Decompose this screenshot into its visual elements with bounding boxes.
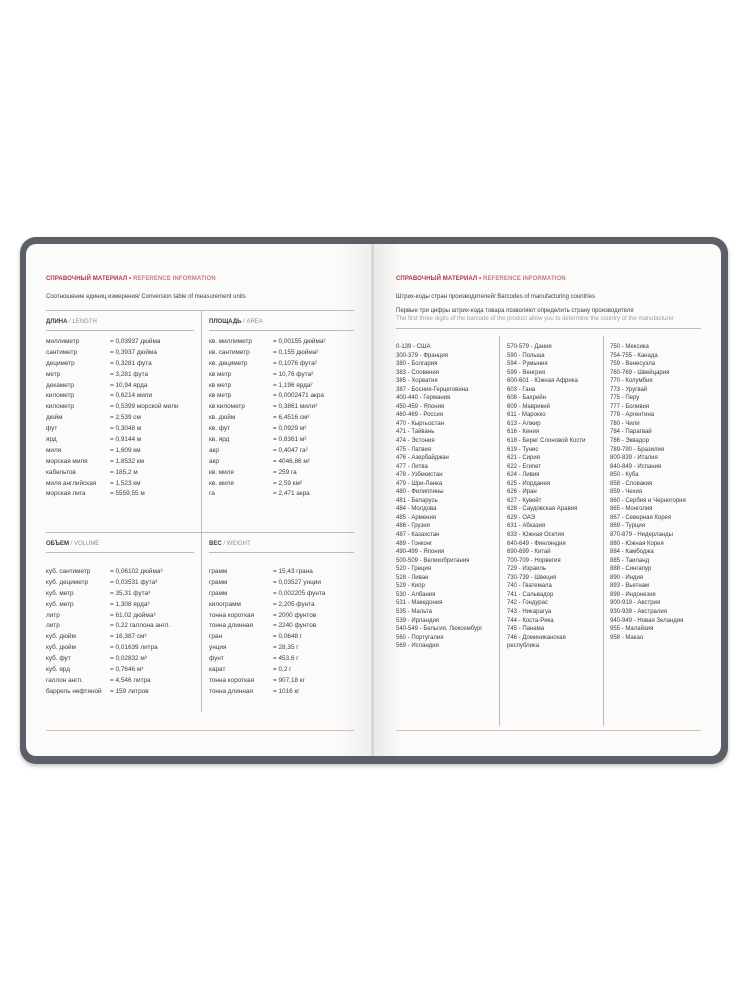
table-row: кв. сантиметр = 0,155 дюйма² [209, 348, 319, 356]
barcode-entry: 529 - Кипр [396, 583, 425, 590]
barcode-entry: 618 - Берег Слоновой Кости [507, 438, 586, 445]
barcode-entry: 387 - Босния-Герцеговина [396, 386, 469, 393]
barcode-entry: 631 - Абхазия [507, 523, 546, 530]
barcode-entry: 629 - ОАЭ [507, 514, 536, 521]
barcode-entry: 570-579 - Дания [507, 344, 552, 350]
section-weight-title: ВЕС / WEIGHT [209, 541, 251, 547]
table-row: морская лига = 5559,55 м [46, 490, 145, 498]
header-en: REFERENCE INFORMATION [483, 276, 566, 282]
table-row: литр = 61,02 дюйма³ [46, 611, 156, 619]
barcode-entry: 531 - Македония [396, 600, 443, 607]
table-row: галлон англ. = 4,546 литра [46, 676, 151, 684]
header-separator: • [479, 276, 482, 282]
barcode-entry: 385 - Хорватия [396, 378, 438, 385]
barcode-entry: 754-755 - Канада [610, 352, 658, 359]
barcode-entry: 470 - Кыргызстан [396, 420, 445, 427]
table-row: кв. миля = 259 га [209, 468, 297, 476]
bottom-divider [46, 730, 354, 731]
barcode-entry: республика [507, 643, 540, 650]
table-row: кв. дюйм = 6,4516 см² [209, 414, 310, 422]
divider [209, 330, 354, 331]
table-row: грамм = 0,002205 фунта [209, 589, 326, 597]
barcode-entry: 560 - Португалия [396, 634, 444, 641]
barcode-entry: 600-601 - Южная Африка [507, 378, 578, 385]
barcode-entry: 744 - Коста-Рика [507, 617, 554, 624]
barcode-entry: 900-919 - Австрия [610, 600, 661, 607]
barcode-entry: 746 - Доминиканская [507, 634, 566, 641]
barcode-entry: 471 - Тайвань [396, 429, 435, 436]
barcode-entry: 786 - Эквадор [610, 438, 649, 445]
barcode-column-1 [396, 343, 498, 651]
barcode-column-2 [507, 343, 603, 651]
table-row: куб. метр = 1,308 ярда³ [46, 600, 150, 608]
barcode-entry: 770 - Колумбия [610, 378, 653, 385]
barcode-entry: 899 - Индонезия [610, 591, 656, 598]
left-page-subtitle: Соотношение единиц измерения/ Conversion table of measurement units [46, 294, 246, 300]
barcode-entry: 750 - Мексика [610, 344, 649, 350]
divider [46, 532, 354, 533]
barcode-entry: 460-469 - Россия [396, 412, 444, 419]
barcode-entry: 608 - Бахрейн [507, 395, 546, 402]
table-row: куб. ярд = 0,7646 м³ [46, 666, 144, 674]
barcode-entry: 893 - Вьетнам [610, 583, 650, 590]
table-row: декаметр = 10,94 ярда [46, 381, 148, 389]
table-row: килограмм = 2,205 фунта [209, 600, 315, 608]
barcode-entry: 480 - Филиппины [396, 489, 444, 496]
barcode-entry: 789-790 - Бразилия [610, 446, 665, 453]
barcode-entry: 520 - Греция [396, 566, 431, 573]
right-page [374, 244, 721, 756]
barcode-entry: 626 - Иран [507, 489, 537, 496]
barcode-entry: 743 - Никарагуа [507, 608, 552, 615]
barcode-entry: 888 - Сингапур [610, 566, 652, 573]
barcode-entry: 884 - Камбоджа [610, 549, 654, 556]
barcode-entry: 528 - Ливан [396, 574, 429, 581]
barcode-entry: 613 - Алжир [507, 420, 541, 427]
table-row: куб. дюйм = 0,01639 литра [46, 644, 158, 652]
table-row: ярд = 0,9144 м [46, 436, 142, 444]
section-length-title: ДЛИНА / LENGTH [46, 319, 97, 325]
table-row: акр = 0,4047 га² [209, 446, 308, 454]
table-row: дециметр = 0,3281 фута [46, 359, 152, 367]
barcode-entry: 487 - Казахстан [396, 532, 440, 539]
barcode-entry: 569 - Исландия [396, 643, 439, 650]
divider [209, 552, 354, 553]
barcode-entry: 865 - Монголия [610, 506, 653, 513]
barcode-entry: 539 - Ирландия [396, 617, 440, 624]
barcode-entry: 700-709 - Норвегия [507, 557, 561, 564]
right-page-subtitle: Штрих-коды стран производителей/ Barcodes of manufacturing countries [396, 294, 595, 300]
right-page-header [396, 276, 566, 282]
table-row: миля английская = 1,523 км [46, 479, 141, 487]
barcode-entry: 627 - Кувейт [507, 497, 542, 504]
table-row: куб. метр = 35,31 фута³ [46, 589, 151, 597]
barcode-entry: 800-839 - Италия [610, 455, 658, 462]
header-separator: • [129, 276, 132, 282]
table-row: гран = 0,0648 г [209, 633, 303, 641]
barcode-entry: 760-769 - Швейцария [610, 369, 670, 376]
barcode-entry: 860 - Сербия и Черногория [610, 497, 686, 504]
barcode-entry: 740 - Гватемала [507, 583, 552, 590]
barcode-note-en: The first three digits of the barcode of the product allow you to determine the country of the manufacturer [396, 316, 674, 322]
barcode-entry: 400-440 - Германия [396, 395, 451, 402]
table-row: тонна длинная = 1016 кг [209, 687, 300, 695]
barcode-entry: 619 - Тунис [507, 446, 539, 453]
table-row: баррель нефтяной = 159 литров [46, 687, 149, 695]
barcode-entry: 890 - Индия [610, 574, 644, 581]
table-row: километр = 0,5399 морской мили [46, 403, 179, 411]
divider [46, 330, 194, 331]
table-row: куб. дециметр = 0,03531 фута³ [46, 578, 158, 586]
table-row: га = 2,471 акра [209, 490, 310, 498]
barcode-entry: 450-459 - Япония [396, 403, 445, 410]
barcode-entry: 481 - Беларусь [396, 497, 438, 504]
table-row: миля = 1,609 км [46, 446, 141, 454]
barcode-entry: 880 - Южная Корея [610, 540, 664, 547]
barcode-entry: 599 - Венгрия [507, 369, 546, 376]
barcode-entry: 940-949 - Новая Зеландия [610, 617, 684, 624]
barcode-entry: 530 - Албания [396, 591, 436, 598]
table-row: морская миля = 1,8532 км [46, 457, 145, 465]
divider [46, 310, 354, 311]
barcode-entry: 611 - Марокко [507, 412, 546, 419]
table-row: куб. дюйм = 16,387 см³ [46, 633, 147, 641]
table-row: кв. миля = 2,59 км² [209, 479, 303, 487]
barcode-entry: 859 - Чехия [610, 489, 643, 496]
barcode-entry: 885 - Таиланд [610, 557, 650, 564]
length-table [46, 337, 196, 500]
volume-table [46, 567, 196, 698]
table-row: фунт = 453,6 г [209, 655, 299, 663]
barcode-entry: 594 - Румыния [507, 361, 548, 368]
table-row: грамм = 15,43 грана [209, 568, 313, 575]
barcode-entry: 489 - Гонконг [396, 540, 433, 547]
barcode-entry: 955 - Малайзия [610, 626, 654, 633]
bottom-divider [396, 730, 701, 731]
barcode-entry: 867 - Северная Корея [610, 514, 672, 521]
table-row: карат = 0,2 г [209, 666, 292, 674]
barcode-entry: 773 - Уругвай [610, 386, 648, 393]
barcode-entry: 840-849 - Испания [610, 463, 662, 470]
table-row: кв километр = 0,3861 мили² [209, 403, 318, 411]
table-row: метр = 3,281 фута [46, 370, 149, 378]
barcode-entry: 300-379 - Франция [396, 352, 448, 359]
table-row: дюйм = 2,539 см [46, 414, 141, 422]
barcode-entry: 477 - Литва [396, 463, 428, 470]
table-row: кв метр = 1,196 ярда² [209, 381, 313, 389]
barcode-entry: 590 - Польша [507, 352, 545, 359]
table-row: тонна короткая = 907,18 кг [209, 676, 305, 684]
left-page-header [46, 276, 216, 282]
header-ru: СПРАВОЧНЫЙ МАТЕРИАЛ [46, 276, 128, 282]
barcode-entry: 383 - Словения [396, 369, 439, 376]
table-row: километр = 0,6214 мили [46, 392, 153, 400]
barcode-entry: 729 - Израиль [507, 566, 547, 573]
table-row: кв. ярд = 0,8361 м² [209, 436, 307, 444]
barcode-entry: 485 - Армения [396, 514, 437, 521]
barcode-entry: 622 - Египет [507, 463, 542, 470]
barcode-entry: 640-649 - Финляндия [507, 540, 566, 547]
barcode-entry: 616 - Кения [507, 429, 540, 436]
barcode-entry: 380 - Болгария [396, 361, 438, 368]
column-divider [201, 310, 202, 712]
header-ru: СПРАВОЧНЫЙ МАТЕРИАЛ [396, 276, 478, 282]
barcode-entry: 690-699 - Китай [507, 549, 551, 556]
barcode-entry: 777 - Боливия [610, 403, 650, 410]
table-row: миллиметр = 0,03937 дюйма [46, 338, 161, 345]
table-row: литр = 0,22 галлона англ. [46, 622, 171, 630]
barcode-entry: 779 - Аргентина [610, 412, 655, 419]
barcode-entry: 869 - Турция [610, 523, 645, 530]
section-volume-title: ОБЪЕМ / VOLUME [46, 541, 100, 547]
table-row: кв. миллиметр = 0,00155 дюйма² [209, 338, 326, 345]
table-row: сантиметр = 0,3937 дюйма [46, 348, 157, 356]
table-row: тонна длинная = 2240 фунтов [209, 622, 317, 630]
barcode-entry: 730-739 - Швеция [507, 574, 557, 581]
barcode-entry: 474 - Эстония [396, 438, 435, 445]
table-row: кв метр = 10,76 фута² [209, 370, 314, 378]
barcode-entry: 850 - Куба [610, 472, 639, 479]
barcode-entry: 478 - Узбекистан [396, 472, 443, 479]
barcode-entry: 603 - Гана [507, 386, 536, 393]
barcode-entry: 858 - Словакия [610, 480, 653, 487]
barcode-entry: 535 - Мальта [396, 608, 432, 615]
barcode-entry: 628 - Саудовская Аравия [507, 506, 578, 513]
section-area-title: ПЛОЩАДЬ / AREA [209, 319, 263, 325]
barcode-note-ru: Первые три цифры штрих-кода товара позволяют определить страну производителя [396, 308, 634, 314]
barcode-entry: 624 - Ливия [507, 472, 540, 479]
barcode-entry: 486 - Грузия [396, 523, 430, 530]
barcode-entry: 742 - Гондурас [507, 600, 548, 607]
barcode-entry: 0-139 - США [396, 344, 431, 350]
barcode-entry: 741 - Сальвадор [507, 591, 554, 598]
table-row: унция = 28,35 г [209, 644, 299, 652]
table-row: кв. фут = 0,0929 м² [209, 425, 307, 433]
barcode-entry: 540-549 - Бельгия, Люксембург [396, 626, 483, 633]
barcode-entry: 759 - Венесуэла [610, 361, 656, 368]
barcode-entry: 784 - Парагвай [610, 429, 652, 436]
table-row: акр = 4046,86 м² [209, 457, 310, 465]
table-row: кабельтов = 185,2 м [46, 468, 138, 476]
barcode-entry: 775 - Перу [610, 395, 640, 402]
barcode-entry: 490-499 - Япония [396, 549, 445, 556]
table-row: грамм = 0,03527 унции [209, 578, 321, 586]
barcode-entry: 621 - Сирия [507, 455, 540, 462]
column-divider [499, 336, 500, 726]
barcode-entry: 475 - Латвия [396, 446, 432, 453]
header-en: REFERENCE INFORMATION [133, 276, 216, 282]
barcode-entry: 930-939 - Австралия [610, 608, 667, 615]
left-page [26, 244, 372, 756]
barcode-entry: 633 - Южная Осетия [507, 532, 565, 539]
table-row: кв. дециметр = 0,1076 фута² [209, 359, 317, 367]
barcode-entry: 476 - Азербайджан [396, 455, 449, 462]
barcode-entry: 780 - Чили [610, 420, 640, 427]
column-divider [603, 336, 604, 726]
barcode-entry: 958 - Макао [610, 634, 644, 641]
divider [46, 552, 194, 553]
barcode-entry: 500-509 - Великобритания [396, 557, 470, 564]
table-row: кв метр = 0,0002471 акра [209, 392, 324, 400]
barcode-entry: 479 - Шри-Ланка [396, 480, 443, 487]
barcode-entry: 484 - Молдова [396, 506, 437, 513]
barcode-column-3 [610, 343, 710, 642]
divider [396, 328, 701, 329]
barcode-entry: 870-879 - Нидерланды [610, 532, 673, 539]
barcode-entry: 609 - Маврикий [507, 403, 550, 410]
barcode-entry: 745 - Панама [507, 626, 545, 633]
table-row: куб. сантиметр = 0,06102 дюйма³ [46, 568, 163, 575]
table-row: тонна короткая = 2000 фунтов [209, 611, 317, 619]
barcode-entry: 625 - Иордания [507, 480, 550, 487]
area-table [209, 337, 359, 500]
table-row: фут = 0,3048 м [46, 425, 142, 433]
weight-table [209, 567, 359, 698]
table-row: куб. фут = 0,02832 м³ [46, 655, 147, 663]
